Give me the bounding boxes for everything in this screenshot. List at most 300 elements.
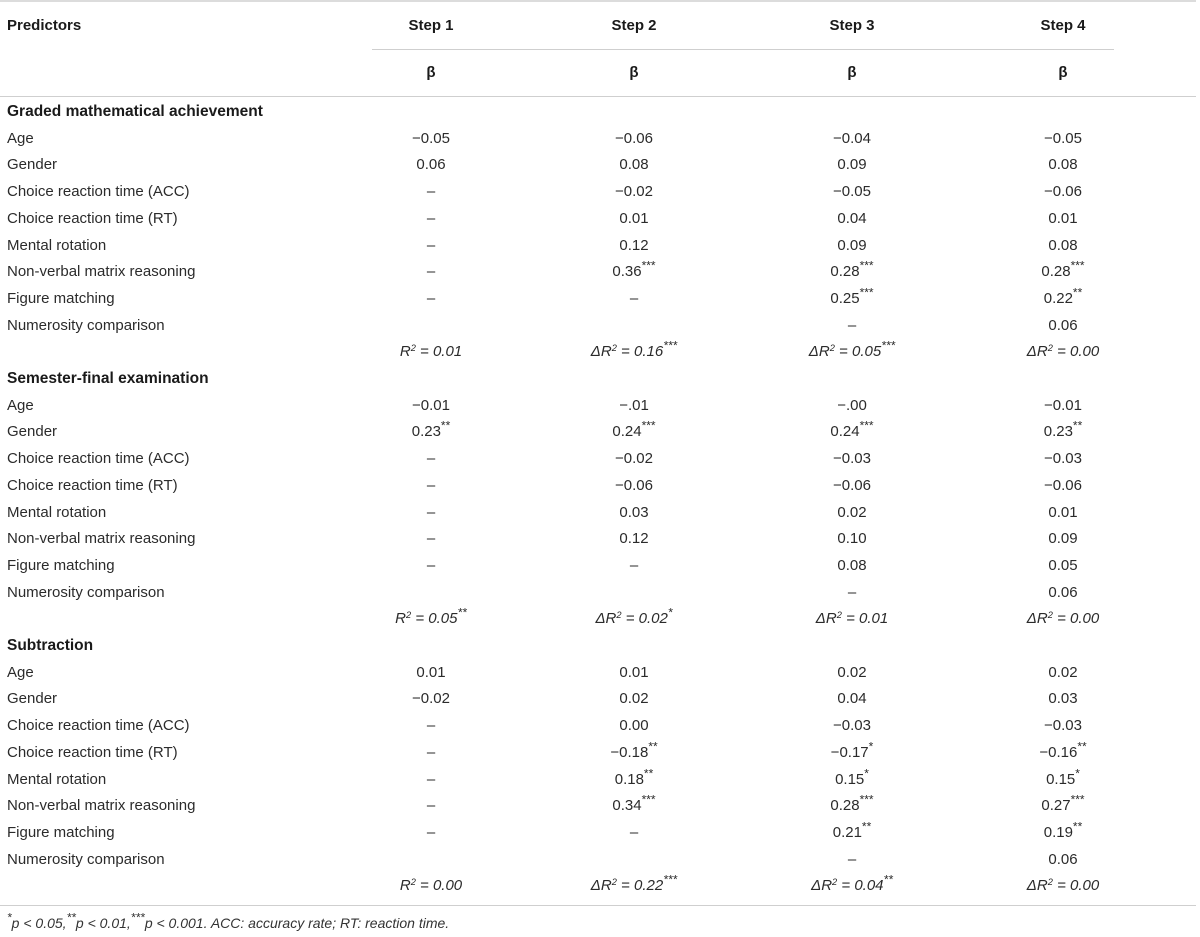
beta-value-number: 0.18	[614, 770, 644, 788]
r-squared-number: = 0.01	[415, 343, 463, 361]
r-squared-exponent: 2	[410, 343, 416, 354]
predictor-label: Age	[7, 396, 34, 414]
r-squared-value	[400, 877, 462, 895]
r-squared-value	[595, 605, 673, 628]
significance-stars: ***	[1070, 792, 1085, 807]
beta-value	[619, 717, 648, 735]
significance-stars: **	[648, 739, 658, 754]
beta-value-number: −0.05	[833, 183, 871, 201]
beta-value	[615, 450, 653, 468]
beta-value-number: 0.04	[837, 690, 867, 708]
beta-value	[615, 183, 653, 201]
beta-value	[837, 504, 866, 522]
predictor-label: Gender	[7, 156, 58, 174]
beta-value-number: 0.27	[1041, 797, 1071, 815]
beta-value-number: 0.06	[1048, 316, 1078, 334]
table-footnote	[7, 910, 450, 932]
beta-value-number: 0.08	[837, 556, 867, 574]
beta-value-number: 0.23	[1043, 423, 1073, 441]
step-header: Step 2	[611, 17, 657, 34]
beta-value-number: –	[847, 583, 857, 601]
significance-stars: ***	[859, 258, 874, 273]
beta-value	[1046, 765, 1080, 789]
beta-value	[619, 504, 648, 522]
predictor-label: Non-verbal matrix reasoning	[7, 797, 196, 815]
r-squared-number: = 0.22	[616, 877, 664, 895]
beta-header: β	[629, 64, 639, 81]
beta-value-number: 0.02	[1048, 663, 1078, 681]
footnote-stars: ***	[130, 910, 145, 925]
beta-value-number: 0.28	[830, 797, 860, 815]
beta-value-number: –	[426, 289, 436, 307]
significance-stars: ***	[859, 285, 874, 300]
r-squared-number: = 0.00	[1052, 610, 1100, 628]
beta-value	[619, 664, 648, 682]
beta-value	[630, 557, 638, 575]
beta-value-number: –	[426, 823, 436, 841]
beta-value-number: –	[426, 770, 436, 788]
beta-value	[1048, 210, 1077, 228]
footnote-text: p < 0.01,	[75, 915, 131, 931]
beta-value-number: 0.34	[612, 797, 642, 815]
footnote-text: p < 0.001. ACC: accuracy rate; RT: reaction time.	[144, 915, 450, 931]
beta-value	[1048, 584, 1077, 602]
beta-value-number: −0.18	[610, 743, 649, 761]
delta-symbol: Δ	[590, 343, 601, 361]
beta-value-number: –	[426, 797, 436, 815]
predictor-label: Figure matching	[7, 823, 115, 841]
beta-value-number: −0.02	[615, 450, 653, 468]
beta-value	[427, 744, 435, 762]
delta-symbol: Δ	[1026, 610, 1037, 628]
beta-value-number: −0.02	[615, 183, 653, 201]
r-squared-exponent: 2	[406, 610, 412, 621]
beta-value	[427, 183, 435, 201]
r-squared-number: = 0.00	[415, 877, 463, 895]
section-title: Subtraction	[7, 637, 94, 654]
beta-value	[416, 664, 445, 682]
beta-value-number: 0.02	[837, 663, 867, 681]
beta-value	[1043, 819, 1083, 842]
r-squared-exponent: 2	[611, 877, 617, 888]
r-symbol: R	[818, 343, 830, 361]
beta-value	[837, 156, 866, 174]
r-squared-value	[590, 872, 678, 895]
predictor-label: Mental rotation	[7, 770, 107, 788]
beta-value-number: 0.03	[619, 503, 649, 521]
beta-value-number: 0.28	[1041, 263, 1071, 281]
predictor-label: Mental rotation	[7, 503, 107, 521]
beta-value	[1044, 450, 1082, 468]
beta-value	[833, 183, 871, 201]
r-squared-exponent: 2	[1047, 343, 1053, 354]
r-symbol: R	[399, 877, 411, 895]
beta-value-number: –	[426, 503, 436, 521]
predictor-label: Numerosity comparison	[7, 850, 165, 868]
beta-value-number: −0.02	[412, 690, 450, 708]
beta-value-number: –	[426, 743, 436, 761]
beta-value-number: –	[426, 236, 436, 254]
beta-value	[1044, 397, 1082, 415]
beta-value	[619, 237, 648, 255]
beta-value-number: 0.04	[837, 209, 867, 227]
step-header: Step 1	[408, 17, 454, 34]
r-squared-exponent: 2	[832, 877, 838, 888]
delta-symbol: Δ	[808, 343, 819, 361]
beta-value	[830, 258, 874, 281]
beta-value-number: −0.16	[1039, 743, 1078, 761]
predictor-label: Choice reaction time (RT)	[7, 209, 178, 227]
predictor-label: Gender	[7, 423, 58, 441]
beta-value	[615, 477, 653, 495]
r-squared-exponent: 2	[829, 343, 835, 354]
r-squared-value	[816, 610, 888, 628]
significance-stars: **	[1072, 285, 1083, 300]
beta-value-number: 0.15	[835, 770, 865, 788]
delta-symbol: Δ	[815, 610, 826, 628]
beta-value	[1044, 183, 1082, 201]
significance-stars: **	[1077, 739, 1087, 754]
beta-value	[830, 739, 874, 762]
table-header-rule	[0, 96, 1196, 97]
beta-value	[619, 397, 649, 415]
beta-value-number: −0.06	[615, 129, 653, 147]
beta-value-number: 0.15	[1046, 770, 1076, 788]
r-symbol: R	[395, 610, 407, 628]
r-squared-exponent: 2	[836, 610, 842, 621]
beta-value-number: 0.09	[837, 156, 867, 174]
beta-value-number: 0.10	[837, 530, 867, 548]
beta-value	[848, 584, 856, 602]
beta-value-number: 0.02	[837, 503, 867, 521]
beta-value-number: 0.12	[619, 530, 649, 548]
significance-stars: ***	[641, 418, 656, 433]
beta-value-number: 0.05	[1048, 556, 1078, 574]
beta-value	[1048, 530, 1077, 548]
r-squared-exponent: 2	[616, 610, 622, 621]
beta-value	[837, 530, 866, 548]
beta-value	[832, 819, 872, 842]
beta-value	[427, 797, 435, 815]
beta-value	[427, 771, 435, 789]
r-squared-exponent: 2	[410, 877, 416, 888]
delta-symbol: Δ	[595, 610, 606, 628]
footnote-text: p < 0.05,	[11, 915, 67, 931]
r-squared-number: = 0.02	[621, 610, 668, 628]
beta-value-number: 0.01	[619, 209, 649, 227]
significance-stars: ***	[1070, 258, 1085, 273]
beta-value-number: −.01	[619, 396, 649, 414]
beta-value-number: –	[629, 289, 639, 307]
beta-value-number: −0.05	[1044, 129, 1082, 147]
beta-header: β	[847, 64, 857, 81]
beta-value-number: −0.06	[833, 476, 871, 494]
predictor-label: Figure matching	[7, 556, 115, 574]
significance-stars: ***	[641, 792, 656, 807]
r-symbol: R	[1036, 343, 1048, 361]
predictor-label: Age	[7, 663, 34, 681]
beta-value-number: −0.03	[833, 450, 871, 468]
beta-value	[1048, 664, 1077, 682]
beta-value-number: –	[847, 316, 857, 334]
beta-value	[848, 317, 856, 335]
predictor-label: Choice reaction time (ACC)	[7, 717, 190, 735]
beta-value-number: –	[426, 530, 436, 548]
beta-value	[412, 397, 450, 415]
significance-stars: *	[667, 605, 673, 620]
beta-value-number: 0.08	[1048, 156, 1078, 174]
beta-value-number: –	[426, 263, 436, 281]
beta-value	[830, 418, 874, 441]
significance-stars: ***	[859, 792, 874, 807]
beta-value-number: 0.24	[612, 423, 642, 441]
significance-stars: **	[457, 605, 467, 620]
beta-value-number: −0.03	[833, 717, 871, 735]
r-squared-value	[400, 343, 462, 361]
beta-value	[1048, 317, 1077, 335]
predictor-label: Numerosity comparison	[7, 583, 165, 601]
table-top-rule	[0, 0, 1196, 2]
beta-value	[1044, 130, 1082, 148]
beta-value	[833, 450, 871, 468]
r-symbol: R	[825, 610, 837, 628]
beta-value	[833, 130, 871, 148]
beta-value-number: −0.06	[1044, 476, 1082, 494]
r-symbol: R	[821, 877, 833, 895]
beta-value-number: −0.03	[1044, 717, 1082, 735]
beta-value	[412, 130, 450, 148]
beta-value	[630, 824, 638, 842]
r-squared-value	[395, 605, 467, 628]
predictor-label: Choice reaction time (RT)	[7, 743, 178, 761]
beta-value	[1039, 739, 1087, 762]
beta-value	[1048, 851, 1077, 869]
predictor-label: Numerosity comparison	[7, 316, 165, 334]
significance-stars: *	[868, 739, 874, 754]
beta-value	[1048, 690, 1077, 708]
r-symbol: R	[1036, 877, 1048, 895]
r-squared-value	[811, 872, 893, 895]
r-squared-exponent: 2	[1047, 610, 1053, 621]
beta-value-number: 0.22	[1043, 289, 1073, 307]
predictor-label: Age	[7, 129, 34, 147]
beta-value	[1048, 504, 1077, 522]
beta-value-number: 0.01	[619, 663, 649, 681]
r-squared-exponent: 2	[611, 343, 617, 354]
beta-value-number: 0.02	[619, 690, 649, 708]
r-squared-number: = 0.00	[1052, 343, 1100, 361]
beta-value-number: 0.12	[619, 236, 649, 254]
r-squared-number: = 0.01	[841, 610, 889, 628]
beta-value	[1048, 557, 1077, 575]
beta-value-number: 0.19	[1043, 823, 1073, 841]
delta-symbol: Δ	[1026, 877, 1037, 895]
significance-stars: ***	[663, 872, 678, 887]
r-symbol: R	[600, 877, 612, 895]
beta-value	[427, 717, 435, 735]
predictor-label: Choice reaction time (RT)	[7, 476, 178, 494]
beta-value	[1048, 237, 1077, 255]
r-squared-number: = 0.04	[837, 877, 884, 895]
beta-value	[619, 530, 648, 548]
beta-value	[612, 792, 656, 815]
predictor-label: Mental rotation	[7, 236, 107, 254]
significance-stars: **	[1072, 819, 1083, 834]
beta-value	[848, 851, 856, 869]
beta-value-number: 0.36	[612, 263, 642, 281]
beta-value	[837, 237, 866, 255]
beta-value-number: –	[629, 823, 639, 841]
beta-value	[416, 156, 445, 174]
footnote-stars: **	[66, 910, 76, 925]
beta-value-number: 0.06	[1048, 583, 1078, 601]
r-squared-value	[1027, 610, 1099, 628]
beta-value	[837, 557, 866, 575]
beta-value-number: 0.06	[1048, 850, 1078, 868]
significance-stars: *	[864, 765, 869, 780]
beta-value	[612, 258, 656, 281]
r-squared-number: = 0.16	[616, 343, 664, 361]
table-bottom-rule	[0, 905, 1196, 906]
beta-value	[615, 130, 653, 148]
beta-value-number: 0.21	[832, 823, 862, 841]
beta-value-number: –	[426, 209, 436, 227]
significance-stars: **	[440, 418, 451, 433]
significance-stars: ***	[859, 418, 874, 433]
beta-value-number: 0.25	[830, 289, 860, 307]
beta-value	[1041, 792, 1085, 815]
beta-value	[619, 156, 648, 174]
beta-value	[1041, 258, 1085, 281]
beta-value	[427, 557, 435, 575]
beta-value-number: −0.04	[833, 129, 871, 147]
beta-value	[427, 210, 435, 228]
beta-value-number: −0.03	[1044, 450, 1082, 468]
beta-value	[1044, 477, 1082, 495]
beta-value-number: 0.03	[1048, 690, 1078, 708]
r-squared-value	[1027, 877, 1099, 895]
predictor-label: Figure matching	[7, 289, 115, 307]
beta-value	[1044, 717, 1082, 735]
beta-value	[1043, 285, 1083, 308]
beta-value	[614, 765, 654, 789]
r-symbol: R	[605, 610, 617, 628]
beta-value-number: 0.00	[619, 717, 649, 735]
beta-value	[833, 717, 871, 735]
step-header-rule	[372, 49, 1114, 50]
predictor-label: Gender	[7, 690, 58, 708]
beta-value-number: –	[426, 476, 436, 494]
beta-value-number: 0.08	[1048, 236, 1078, 254]
beta-value	[610, 739, 658, 762]
beta-value	[1048, 156, 1077, 174]
beta-value-number: –	[426, 556, 436, 574]
predictor-label: Non-verbal matrix reasoning	[7, 530, 196, 548]
beta-value-number: −0.01	[412, 396, 450, 414]
beta-value-number: 0.09	[1048, 530, 1078, 548]
beta-value-number: –	[847, 850, 857, 868]
beta-value	[412, 690, 450, 708]
beta-value-number: −.00	[837, 396, 867, 414]
beta-value	[830, 285, 874, 308]
r-squared-number: = 0.05	[834, 343, 882, 361]
beta-value-number: –	[426, 450, 436, 468]
beta-value-number: 0.01	[1048, 503, 1078, 521]
beta-value	[837, 397, 867, 415]
significance-stars: ***	[641, 258, 656, 273]
beta-value	[427, 237, 435, 255]
beta-value-number: 0.09	[837, 236, 867, 254]
step-header: Step 3	[829, 17, 875, 34]
significance-stars: **	[1072, 418, 1083, 433]
significance-stars: **	[643, 765, 654, 780]
beta-value	[835, 765, 869, 789]
beta-value-number: 0.24	[830, 423, 860, 441]
beta-value	[837, 690, 866, 708]
section-title: Semester-final examination	[7, 370, 209, 387]
step-header: Step 4	[1040, 17, 1086, 34]
r-squared-number: = 0.05	[411, 610, 458, 628]
significance-stars: ***	[881, 338, 896, 353]
predictor-label: Choice reaction time (ACC)	[7, 183, 190, 201]
section-title: Graded mathematical achievement	[7, 103, 263, 120]
beta-value-number: 0.01	[416, 663, 446, 681]
beta-value	[427, 504, 435, 522]
beta-value-number: −0.05	[412, 129, 450, 147]
beta-value	[612, 418, 656, 441]
beta-value-number: –	[426, 183, 436, 201]
beta-value-number: –	[629, 556, 639, 574]
predictor-label: Non-verbal matrix reasoning	[7, 263, 196, 281]
beta-value-number: −0.01	[1044, 396, 1082, 414]
significance-stars: **	[883, 872, 893, 887]
beta-value-number: −0.06	[615, 476, 653, 494]
beta-value-number: 0.23	[411, 423, 441, 441]
beta-value	[837, 664, 866, 682]
delta-symbol: Δ	[811, 877, 822, 895]
r-squared-number: = 0.00	[1052, 877, 1100, 895]
r-symbol: R	[600, 343, 612, 361]
beta-value-number: 0.06	[416, 156, 446, 174]
beta-value	[1043, 418, 1083, 441]
r-squared-value	[1027, 343, 1099, 361]
r-symbol: R	[1036, 610, 1048, 628]
beta-value	[619, 690, 648, 708]
beta-value	[427, 477, 435, 495]
beta-value-number: 0.08	[619, 156, 649, 174]
beta-value	[411, 418, 451, 441]
beta-header: β	[426, 64, 436, 81]
footnote-stars: *	[7, 910, 12, 925]
beta-value-number: −0.06	[1044, 183, 1082, 201]
delta-symbol: Δ	[1026, 343, 1037, 361]
beta-header: β	[1058, 64, 1068, 81]
r-symbol: R	[399, 343, 411, 361]
beta-value	[427, 290, 435, 308]
beta-value	[630, 290, 638, 308]
beta-value	[427, 530, 435, 548]
r-squared-exponent: 2	[1047, 877, 1053, 888]
significance-stars: ***	[663, 338, 678, 353]
beta-value-number: 0.28	[830, 263, 860, 281]
r-squared-value	[590, 338, 678, 361]
predictors-header: Predictors	[7, 17, 82, 34]
predictor-label: Choice reaction time (ACC)	[7, 450, 190, 468]
r-squared-value	[808, 338, 896, 361]
beta-value	[427, 263, 435, 281]
beta-value	[833, 477, 871, 495]
beta-value-number: –	[426, 717, 436, 735]
